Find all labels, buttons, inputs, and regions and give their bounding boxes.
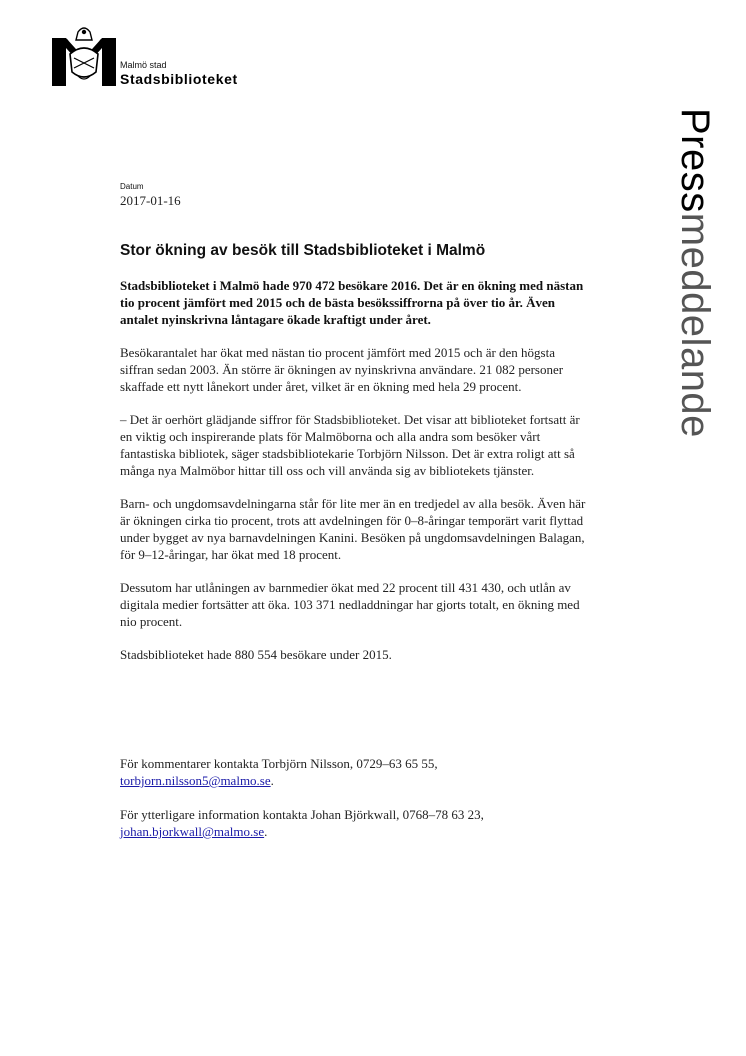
malmo-coat-of-arms-logo bbox=[52, 24, 116, 86]
contact-comments bbox=[120, 755, 590, 789]
lead-paragraph: Stadsbiblioteket i Malmö hade 970 472 besökare 2016. Det är en ökning med nästan tio procent jämfört med 2015 och de bästa besökssiffrorna på över tio år. Även antalet nyinskrivna låntagare ökade kraftigt under året. bbox=[120, 278, 584, 327]
organization-name: Malmö stad bbox=[120, 60, 167, 70]
contact-information bbox=[120, 806, 590, 840]
date-value: 2017-01-16 bbox=[120, 193, 181, 208]
body-paragraph: Dessutom har utlåningen av barnmedier ökat med 22 procent till 431 430, och utlån av digitala medier fortsätter att öka. 103 371 nedladdningar har gjorts totalt, en ökning med nio procent. bbox=[120, 580, 580, 629]
contact-trail: . bbox=[264, 824, 268, 839]
document-type-part2: meddelande bbox=[673, 212, 717, 438]
department-name: Stadsbiblioteket bbox=[120, 71, 238, 87]
body-paragraph: Barn- och ungdomsavdelningarna står för lite mer än en tredjedel av alla besök. Även här är ökningen cirka tio procent, trots att avdelningen för 0–8-åringar temporärt varit flyttad under bygget av nya barnavdelningen Kanini. Besöken på ungdomsavdelningen Balagan, för 9–12-åringar, har ökat med 18 procent. bbox=[120, 496, 586, 562]
email-link[interactable]: johan.bjorkwall@malmo.se bbox=[120, 824, 265, 839]
contact-trail: . bbox=[270, 773, 274, 788]
contact-text: För kommentarer kontakta Torbjörn Nilsson, 0729–63 65 55, bbox=[120, 756, 438, 771]
article-body bbox=[120, 277, 590, 679]
contact-text: För ytterligare information kontakta Johan Björkwall, 0768–78 63 23, bbox=[120, 807, 484, 822]
date-label: Datum bbox=[120, 182, 144, 191]
body-paragraph: Stadsbiblioteket hade 880 554 besökare under 2015. bbox=[120, 647, 392, 662]
body-paragraph: Besökarantalet har ökat med nästan tio procent jämfört med 2015 och är den högsta siffran sedan 2003. Än större är ökningen av nyinskrivna användare. 21 082 personer skaffade ett nytt lånekort under året, vilket är en ökning med hela 29 procent. bbox=[120, 345, 564, 394]
document-type-label bbox=[675, 108, 715, 438]
article-headline: Stor ökning av besök till Stadsbiblioteket i Malmö bbox=[120, 242, 486, 259]
document-type-part1: Press bbox=[673, 108, 717, 213]
email-link[interactable]: torbjorn.nilsson5@malmo.se bbox=[120, 773, 271, 788]
body-paragraph: – Det är oerhört glädjande siffror för Stadsbiblioteket. Det visar att biblioteket fortsatt är en viktig och inspirerande plats för Malmöborna och alla andra som besöker vårt fantastiska bibliotek, säger stadsbibliotekarie Torbjörn Nilsson. Det är extra roligt att så många nya Malmöbor hittar till oss och vill använda sig av bibliotekets tjänster. bbox=[120, 412, 580, 478]
